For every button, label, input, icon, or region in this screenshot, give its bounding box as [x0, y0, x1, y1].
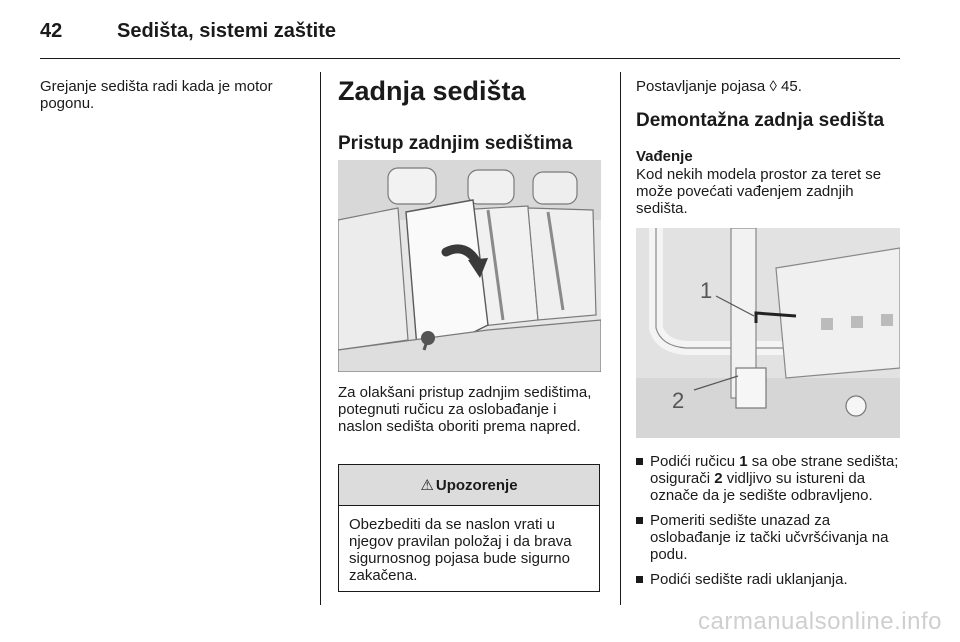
warning-box — [338, 464, 600, 592]
page-ref-icon: ◊ — [769, 78, 777, 95]
step1-text-mid: sa obe strane sedišta; osigurači — [650, 453, 899, 487]
column-divider-left — [320, 72, 321, 605]
step2-text: Pomeriti sedište unazad za oslobađanje iz tački učvršćivanja na podu. — [650, 512, 889, 563]
figure-label-2: 2 — [672, 388, 685, 413]
step1-text: Podići ručicu — [650, 453, 740, 470]
list-item — [636, 453, 906, 504]
figure-caption: Za olakšani pristup zadnjim sedištima, potegnuti ručicu za oslobađanje i naslon sedišta oboriti prema napred. — [338, 384, 592, 435]
warning-text: Obezbediti da se naslon vrati u njegov pravilan položaj i da brava sigurnosnog pojasa bude sigurno zakačena. — [349, 516, 572, 584]
seat-fold-forward-illustration — [338, 160, 601, 372]
section-subheading: Pristup zadnjim sedištima — [338, 133, 573, 154]
seat-latch-figure — [636, 228, 900, 438]
page-number: 42 — [40, 20, 63, 42]
belt-reference — [636, 78, 901, 95]
step3-text: Podići sedište radi uklanjanja. — [650, 571, 848, 588]
list-item — [636, 571, 906, 588]
removal-paragraph: Kod nekih modela prostor za teret se može povećati vađenjem zadnjih sedišta. — [636, 166, 882, 217]
removal-subheading: Vađenje — [636, 148, 693, 165]
step1-text-tail: vidljivo su istureni da označe da je sedište odbravljeno. — [650, 470, 873, 504]
list-item — [636, 512, 906, 563]
warning-header — [339, 465, 599, 506]
step1-bold-1: 1 — [739, 453, 748, 470]
removable-seats-heading: Demontažna zadnja sedišta — [636, 110, 885, 131]
belt-reference-text: Postavljanje pojasa — [636, 78, 766, 95]
warning-title: Upozorenje — [435, 476, 518, 494]
watermark: carmanualsonline.info — [698, 608, 942, 635]
col1-paragraph: Grejanje sedišta radi kada je motor pogonu. — [40, 78, 273, 112]
seat-latch-illustration — [636, 228, 900, 438]
section-heading: Zadnja sedišta — [338, 76, 526, 106]
figure-label-1: 1 — [700, 278, 713, 303]
header-rule — [40, 58, 900, 59]
column-divider-right — [620, 72, 621, 605]
removal-steps — [636, 453, 906, 596]
rear-seat-figure — [338, 160, 601, 372]
step1-bold-2: 2 — [714, 470, 723, 487]
page-title: Sedišta, sistemi zaštite — [117, 20, 336, 42]
belt-reference-page[interactable]: 45. — [781, 78, 802, 95]
warning-triangle-icon: ⚠ — [420, 477, 434, 494]
